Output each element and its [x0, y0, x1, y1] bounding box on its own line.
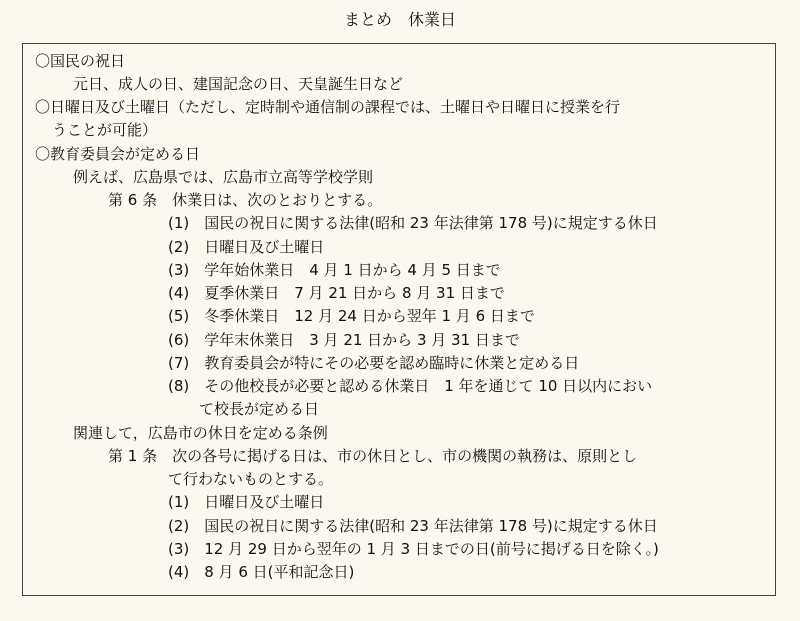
article-1-item-3: (3) 12 月 29 日から翌年の 1 月 3 日までの日(前号に掲げる日を除く。)	[168, 540, 659, 558]
article-6-heading: 第 6 条 休業日は、次のとおりとする。	[108, 191, 383, 209]
article-1-item-4: (4) 8 月 6 日(平和記念日)	[168, 563, 355, 581]
article-6-item-1: (1) 国民の祝日に関する法律(昭和 23 年法律第 178 号)に規定する休日	[168, 214, 658, 232]
article-6-item-7: (7) 教育委員会が特にその必要を認め臨時に休業と定める日	[168, 354, 580, 372]
article-6-item-2: (2) 日曜日及び土曜日	[168, 238, 325, 256]
weekend-continuation: うことが可能）	[52, 121, 158, 139]
article-1-heading: 第 1 条 次の各号に掲げる日は、市の休日とし、市の機関の執務は、原則とし	[108, 447, 638, 465]
article-1-item-2: (2) 国民の祝日に関する法律(昭和 23 年法律第 178 号)に規定する休日	[168, 517, 658, 535]
example-line: 例えば、広島県では、広島市立高等学校学則	[73, 168, 374, 186]
article-6-item-4: (4) 夏季休業日 7 月 21 日から 8 月 31 日まで	[168, 284, 505, 302]
article-6-item-8: (8) その他校長が必要と認める休業日 1 年を通じて 10 日以内におい	[168, 377, 653, 395]
article-6-item-6: (6) 学年末休業日 3 月 21 日から 3 月 31 日まで	[168, 331, 520, 349]
page-title: まとめ 休業日	[343, 10, 456, 29]
article-1-item-1: (1) 日曜日及び土曜日	[168, 493, 325, 511]
article-6-item-3: (3) 学年始休業日 4 月 1 日から 4 月 5 日まで	[168, 261, 501, 279]
related-ordinance-heading: 関連して，広島市の休日を定める条例	[73, 424, 328, 442]
article-6-item-8-continuation: て校長が定める日	[199, 400, 320, 418]
heading-national-holidays: 〇国民の祝日	[35, 52, 126, 70]
national-holidays-detail: 元日、成人の日、建国記念の日、天皇誕生日など	[73, 75, 404, 93]
article-6-item-5: (5) 冬季休業日 12 月 24 日から翌年 1 月 6 日まで	[168, 307, 535, 325]
article-1-continuation: て行わないものとする。	[168, 470, 334, 488]
heading-board-days: 〇教育委員会が定める日	[35, 145, 201, 163]
heading-weekend: 〇日曜日及び土曜日（ただし、定時制や通信制の課程では、土曜日や日曜日に授業を行	[35, 98, 621, 116]
